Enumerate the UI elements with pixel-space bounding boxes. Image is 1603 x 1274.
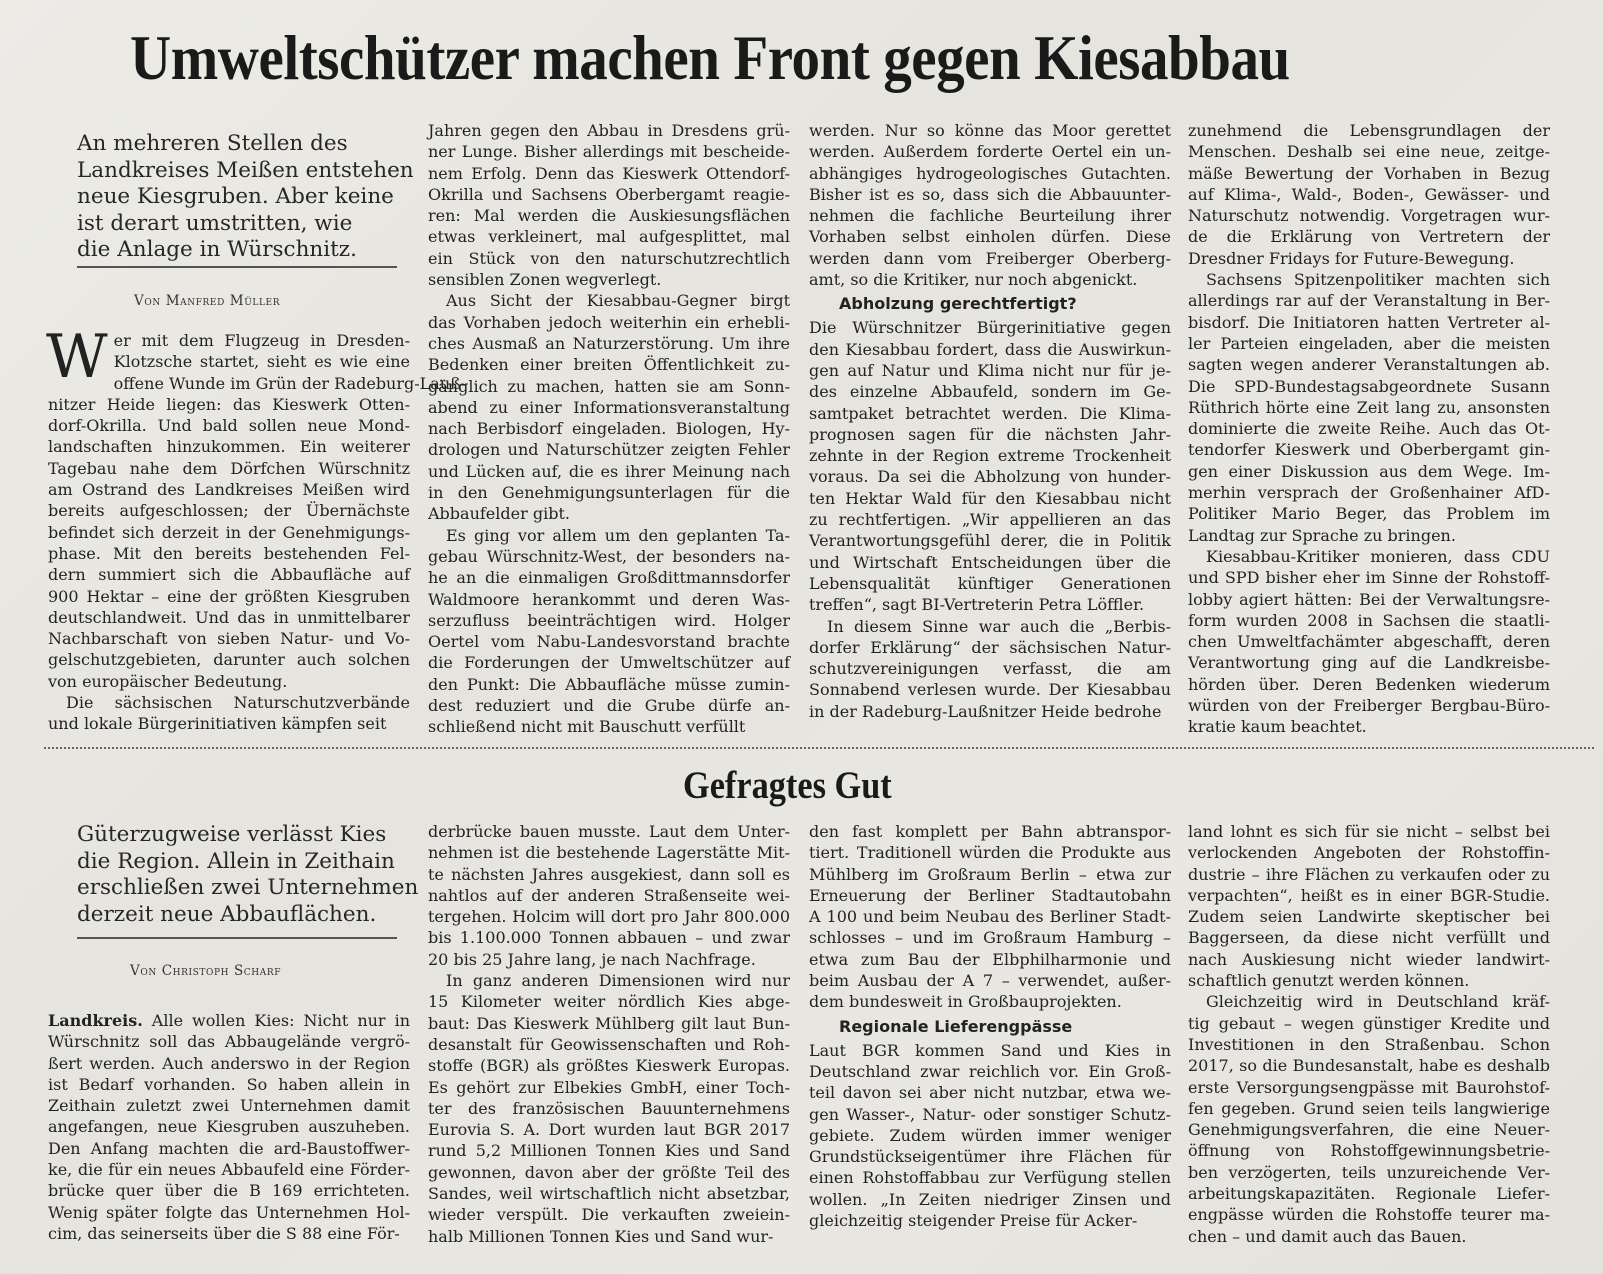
text-line: form wurden 2008 in Sachsen die staatli- xyxy=(1188,610,1550,630)
text-line: Sachsens Spitzenpolitiker machten sich xyxy=(1206,270,1550,290)
text-line: hörden über. Deren Bedenken wiederum xyxy=(1188,674,1550,694)
text-line: Güterzugweise verlässt Kies xyxy=(77,822,387,847)
text-line: treffen“, sagt BI-Vertreterin Petra Löffler. xyxy=(809,595,1145,615)
text-line: Eurovia S. A. Dort wurden laut BGR 2017 xyxy=(428,1120,790,1140)
text-line: Jahren gegen den Abbau in Dresdens grü- xyxy=(428,121,790,140)
text-line: Verantwortungsgefühl derer, die in Politik xyxy=(809,531,1171,551)
text-line: Sandes, weil wirtschaftlich nicht absetzbar, xyxy=(428,1184,790,1204)
text-line: offene Wunde im Grün der Radeburg-Lauß- xyxy=(113,373,467,393)
article1-lead xyxy=(77,131,414,264)
text-line: neue Kiesgruben. Aber keine xyxy=(77,184,394,209)
text-line: cim, das seinerseits über die S 88 eine För- xyxy=(48,1223,400,1243)
text-line: Verantwortung ging auf die Landkreisbe- xyxy=(1188,653,1550,673)
text-line: mäße Bewertung der Vorhaben in Bezug xyxy=(1188,163,1550,183)
article1-column-4 xyxy=(1188,120,1550,738)
text-line: Es gehört zur Elbekies GmbH, einer Toch- xyxy=(428,1077,790,1097)
text-line: schutzvereinigungen verfasst, die am xyxy=(809,659,1171,679)
text-line: dustrie – ihre Flächen zu verkaufen oder zu xyxy=(1188,864,1550,884)
article1-column-1 xyxy=(46,322,467,735)
text-line: dorfer Erklärung“ der sächsischen Natur- xyxy=(809,637,1171,657)
text-line: den Punkt: Die Abbaufläche müsse zumin- xyxy=(428,674,790,694)
text-line: gen Wasser-, Natur- oder sonstiger Schutz- xyxy=(809,1104,1171,1124)
text-line: gebiete. Zudem würden immer weniger xyxy=(809,1125,1171,1145)
article1-lead-rule xyxy=(77,266,397,268)
text-line: Die sächsischen Naturschutzverbände xyxy=(66,693,410,713)
text-line: 20 bis 25 Jahre lang, je nach Nachfrage. xyxy=(428,949,756,969)
text-line: deutschlandweit. Und das in unmittelbarer xyxy=(48,607,410,627)
article-separator xyxy=(44,747,1594,749)
article1-subhead: Abholzung gerechtfertigt? xyxy=(839,294,1077,314)
article1-column-3 xyxy=(809,120,1171,722)
text-line: ist Bedarf vorhanden. So haben allein in xyxy=(48,1074,410,1094)
text-line: Naturschutz notwendig. Vorgetragen wur- xyxy=(1188,206,1550,226)
text-line: ches Ausmaß an Naturzerstörung. Um ihre xyxy=(428,333,790,353)
text-line: Lebensqualität künftiger Generationen xyxy=(809,573,1171,593)
article2-byline: Von Christoph Scharf xyxy=(130,963,282,979)
text-line: An mehreren Stellen des xyxy=(77,131,348,156)
text-line: Sonnabend verlesen wurde. Der Kiesabbau xyxy=(809,680,1171,700)
text-line: nehmen ist die bestehende Lagerstätte Mit- xyxy=(428,843,790,863)
text-line: werden dann vom Freiberger Oberberg- xyxy=(809,248,1171,268)
text-line: zu rechtfertigen. „Wir appellieren an das xyxy=(809,510,1171,530)
text-line: engpässe würden die Rohstoffe teurer ma- xyxy=(1188,1205,1550,1225)
text-line: zehnte in der Region extreme Trockenheit xyxy=(809,446,1171,466)
text-line: prognosen sagen für die nächsten Jahr- xyxy=(809,424,1171,444)
text-line: lobby agiert hätten: Bei der Verwaltungsre- xyxy=(1188,589,1550,609)
text-line: ner Lunge. Bisher allerdings mit bescheide- xyxy=(428,142,790,162)
text-line: sagten wegen anderer Veranstaltungen ab. xyxy=(1188,355,1550,375)
text-line: schlosses – und im Großraum Hamburg – xyxy=(809,928,1171,948)
text-line: in den Genehmigungsunterlagen für die xyxy=(428,483,790,503)
text-line: tiert. Traditionell würden die Produkte aus xyxy=(809,843,1171,863)
text-line: befindet sich derzeit in der Genehmigungs- xyxy=(48,522,410,542)
text-line: ist derart umstritten, wie xyxy=(77,210,353,236)
article2-subhead: Regionale Lieferengpässe xyxy=(839,1016,1073,1036)
text-line: schaftlich genutzt werden können. xyxy=(1188,971,1470,991)
text-line: etwa zum Bau der Elbphilharmonie und xyxy=(809,949,1171,969)
article1-byline: Von Manfred Müller xyxy=(134,293,281,309)
article2-column-3 xyxy=(809,821,1171,1231)
text-line: ter des französischen Bauunternehmens xyxy=(428,1098,790,1118)
text-line: Würschnitz soll das Abbaugelände vergrö- xyxy=(48,1032,410,1052)
text-line: beim Ausbau der A 7 – verwendet, außer- xyxy=(809,971,1171,991)
text-line: nem Erfolg. Denn das Kieswerk Ottendorf- xyxy=(428,163,790,183)
text-line: den fast komplett per Bahn abtranspor- xyxy=(809,822,1171,841)
text-line: gebau Würschnitz-West, der besonders na- xyxy=(428,546,790,566)
text-line: die Forderungen der Umweltschützer auf xyxy=(428,653,790,673)
text-line: fen gegeben. Grund seien teils langwierige xyxy=(1188,1098,1550,1118)
article2-lead xyxy=(77,822,419,928)
text-line: erschließen zwei Unternehmen xyxy=(77,875,419,900)
text-line: Tagebau nahe dem Dörfchen Würschnitz xyxy=(48,458,410,478)
text-line: Abbaufelder gibt. xyxy=(428,504,570,524)
text-line: tergehen. Holcim will dort pro Jahr 800.000 xyxy=(428,907,790,927)
text-line: Genehmigungsverfahren, die eine Neuer- xyxy=(1188,1120,1550,1140)
article1-headline: Umweltschützer machen Front gegen Kiesabbau xyxy=(130,23,1290,93)
text-line: erste Versorgungsengpässe mit Baurohstof- xyxy=(1188,1077,1550,1097)
text-line: Landtag zur Sprache zu bringen. xyxy=(1188,525,1456,545)
text-line: Zudem seien Landwirte skeptischer bei xyxy=(1188,907,1550,927)
text-line: Nachbarschaft von sieben Natur- und Vo- xyxy=(48,629,410,649)
text-line: werden. Außerdem forderte Oertel ein un- xyxy=(809,142,1171,162)
text-line: am Ostrand des Landkreises Meißen wird xyxy=(48,480,410,500)
text-line: angefangen, neue Kiesgruben auszuheben. xyxy=(48,1117,410,1137)
text-line: Kiesabbau-Kritiker monieren, dass CDU xyxy=(1206,546,1550,566)
text-line: Den Anfang machten die ard-Baustoffwer- xyxy=(48,1138,410,1158)
text-line: Deutschland zwar reichlich vor. Ein Groß- xyxy=(809,1061,1171,1081)
text-line: ein Stück von den naturschutzrechtlich xyxy=(428,248,790,268)
text-line: derbrücke bauen musste. Laut dem Unter- xyxy=(428,822,790,841)
text-line: teil davon sei aber nicht nutzbar, etwa we- xyxy=(809,1083,1171,1103)
text-line: phase. Mit den bereits bestehenden Fel- xyxy=(48,543,410,563)
text-line: Grundstückseigentümer ihre Flächen für xyxy=(809,1147,1171,1167)
text-line: In ganz anderen Dimensionen wird nur xyxy=(446,971,790,991)
text-line: A 100 und beim Neubau des Berliner Stadt- xyxy=(809,907,1171,927)
article2-first-line: Alle wollen Kies: Nicht nur in xyxy=(142,1011,410,1030)
text-line: Es ging vor allem um den geplanten Ta- xyxy=(446,525,790,545)
text-line: samtpaket betrachtet werden. Die Klima- xyxy=(809,403,1171,423)
text-line: Bisher ist es so, dass sich die Abbauunter- xyxy=(809,184,1171,204)
text-line: und Wirtschaft Entscheidungen über die xyxy=(809,552,1171,572)
text-line: von europäischer Bedeutung. xyxy=(48,671,288,691)
text-line: Mühlberg im Großraum Berlin – etwa zur xyxy=(809,864,1171,884)
text-line: Laut BGR kommen Sand und Kies in xyxy=(809,1040,1171,1060)
text-line: Rüthrich hörte eine Zeit lang zu, ansonsten xyxy=(1188,397,1550,417)
text-line: serzufluss beeinträchtigen wird. Holger xyxy=(428,610,790,630)
text-line: dominierte die zweite Reihe. Auch das Ot- xyxy=(1188,419,1550,439)
text-line: te nächsten Jahres ausgekiest, dann soll es xyxy=(428,864,790,884)
text-line: land lohnt es sich für sie nicht – selbst bei xyxy=(1188,822,1550,841)
text-line: gelschutzgebieten, darunter auch solchen xyxy=(48,650,410,670)
text-line: tig gebaut – wegen günstiger Kredite und xyxy=(1188,1013,1550,1033)
article1-column-2 xyxy=(428,120,790,738)
text-line: Zeithain zuletzt zwei Unternehmen damit xyxy=(48,1096,410,1116)
text-line: abhängiges hydrogeologisches Gutachten. xyxy=(809,163,1171,183)
text-line: nehmen die fachliche Beurteilung ihrer xyxy=(809,206,1171,226)
text-line: ler Parteien eingeladen, aber die meisten xyxy=(1188,333,1550,353)
text-line: Okrilla und Sachsens Oberbergamt reagie- xyxy=(428,184,790,204)
text-line: gleichzeitig steigender Preise für Acker- xyxy=(809,1211,1138,1231)
text-line: abend zu einer Informationsveranstaltung xyxy=(428,397,790,417)
text-line: Die Würschnitzer Bürgerinitiative gegen xyxy=(809,318,1171,338)
text-line: arbeitungskapazitäten. Regionale Liefer- xyxy=(1188,1184,1550,1204)
text-line: Klotzsche startet, sieht es wie eine xyxy=(113,352,410,372)
text-line: werden. Nur so könne das Moor gerettet xyxy=(809,121,1171,140)
text-line: das Vorhaben jedoch weiterhin ein erhebli- xyxy=(428,312,790,332)
article2-column-4 xyxy=(1188,821,1550,1247)
text-line: und SPD bisher eher im Sinne der Rohstoff- xyxy=(1188,568,1550,588)
text-line: baut: Das Kieswerk Mühlberg gilt laut Bun- xyxy=(428,1013,790,1033)
text-line: Landkreises Meißen entstehen xyxy=(77,157,414,183)
text-line: Menschen. Deshalb sei eine neue, zeitge- xyxy=(1188,142,1550,162)
text-line: verlockenden Angeboten der Rohstoffin- xyxy=(1188,843,1550,863)
text-line: Oertel vom Nabu-Landesvorstand brachte xyxy=(428,632,790,652)
text-line: und lokale Bürgerinitiativen kämpfen seit xyxy=(48,714,387,734)
text-line: sensiblen Zonen wegverlegt. xyxy=(428,270,662,290)
text-line: wieder verspült. Die verkauften zweiein- xyxy=(428,1205,790,1225)
text-line: ten Hektar Wald für den Kiesabbau nicht xyxy=(809,488,1171,508)
text-line: Bedenken einer breiten Öffentlichkeit zu- xyxy=(428,355,790,375)
text-line: voraus. Da sei die Abholzung von hunder- xyxy=(809,467,1171,487)
text-line: etwas verkleinert, mal aufgesplittet, mal xyxy=(428,227,790,247)
text-line: bisdorf. Die Initiatoren hatten Vertreter al- xyxy=(1188,312,1550,332)
text-line: dest reduziert und die Grube dürfe an- xyxy=(428,696,790,716)
text-line: chen Umweltfachämter abgeschafft, deren xyxy=(1188,632,1550,652)
text-line: Aus Sicht der Kiesabbau-Gegner birgt xyxy=(446,291,790,311)
text-line: des einzelne Abbaufeld, sondern im Ge- xyxy=(809,382,1171,402)
text-line: dorf-Okrilla. Und bald sollen neue Mond- xyxy=(48,416,410,436)
text-line: ren: Mal werden die Auskiesungsflächen xyxy=(428,206,790,226)
text-line: zunehmend die Lebensgrundlagen der xyxy=(1188,121,1550,140)
text-line: In diesem Sinne war auch die „Berbis- xyxy=(827,616,1171,636)
text-line: Wenig später folgte das Unternehmen Hol- xyxy=(48,1202,410,1222)
text-line: dern summiert sich die Abbaufläche auf xyxy=(48,565,410,585)
text-line: rund 5,2 Millionen Tonnen Kies und Sand xyxy=(428,1141,790,1161)
text-line: die Region. Allein in Zeithain xyxy=(77,848,395,874)
text-line: he an die einmaligen Großdittmannsdorfer xyxy=(428,568,790,588)
text-line: 2017, so die Bundesanstalt, habe es deshalb xyxy=(1188,1056,1550,1076)
text-line: Die SPD-Bundestagsabgeordnete Susann xyxy=(1188,376,1550,396)
text-line: dem bundesweit in Großbauprojekten. xyxy=(809,992,1122,1012)
text-line: bereits aufgeschlossen; der Übernächste xyxy=(48,501,410,521)
text-line: auf Klima-, Wald-, Boden-, Gewässer- und xyxy=(1188,184,1550,204)
text-line: stoffe (BGR) als größtes Kieswerk Europas. xyxy=(428,1056,790,1076)
text-line: gen auf Natur und Klima nicht nur für je- xyxy=(809,360,1171,380)
text-line: wollen. „In Zeiten niedriger Zinsen und xyxy=(809,1189,1171,1209)
text-line: Politiker Mario Beger, das Problem im xyxy=(1188,504,1550,524)
text-line: chen – und damit auch das Bauen. xyxy=(1188,1226,1467,1246)
text-line: allerdings rar auf der Veranstaltung in Ber- xyxy=(1188,291,1550,311)
text-line: ben verzögerten, teils unzureichende Ver- xyxy=(1188,1162,1550,1182)
text-line: Waldmoore herankommt und deren Was- xyxy=(428,589,790,609)
article2-column-2 xyxy=(428,821,790,1247)
text-line: tendorfer Kieswerk und Oberbergamt gin- xyxy=(1188,440,1550,460)
text-line: Gleichzeitig wird in Deutschland kräf- xyxy=(1206,992,1550,1012)
text-line: derzeit neue Abbauflächen. xyxy=(77,901,377,927)
text-line: er mit dem Flugzeug in Dresden- xyxy=(113,331,410,350)
text-line: nach Berbisdorf eingeladen. Biologen, Hy- xyxy=(428,419,790,439)
text-line: nitzer Heide liegen: das Kieswerk Otten- xyxy=(48,394,410,414)
text-line: nach Auskiesung nicht wieder landwirt- xyxy=(1188,949,1550,969)
article2-column-1 xyxy=(48,1010,410,1244)
text-line: Baggerseen, da diese nicht verfüllt und xyxy=(1188,928,1550,948)
text-line: kratie kaum beachtet. xyxy=(1188,717,1367,737)
text-line: drologen und Naturschützer zeigten Fehler xyxy=(428,440,790,460)
text-line: desanstalt für Geowissenschaften und Roh- xyxy=(428,1034,790,1054)
article2-lead-rule xyxy=(77,937,397,939)
text-line: halb Millionen Tonnen Kies und Sand wur- xyxy=(428,1226,774,1246)
text-line: verpachten“, heißt es in einer BGR-Studie. xyxy=(1188,885,1550,905)
text-line: brücke quer über die B 169 errichteten. xyxy=(48,1181,410,1201)
text-line: de die Erklärung von Vertretern der xyxy=(1188,227,1550,247)
text-line: einen Rohstoffabbau zur Verfügung stellen xyxy=(809,1168,1171,1188)
text-line: 900 Hektar – eine der größten Kiesgruben xyxy=(48,586,410,606)
text-line: gänglich zu machen, hatten sie am Sonn- xyxy=(428,376,790,396)
text-line: gen einer Diskussion aus dem Wege. Im- xyxy=(1188,461,1550,481)
text-line: Investitionen in den Straßenbau. Schon xyxy=(1188,1034,1550,1054)
text-line: amt, so die Kritiker, nur noch abgenickt. xyxy=(809,270,1138,290)
text-line: in der Radeburg-Laußnitzer Heide bedrohe xyxy=(809,701,1162,721)
article2-headline: Gefragtes Gut xyxy=(683,764,892,807)
text-line: öffnung von Rohstoffgewinnungsbetrie- xyxy=(1188,1141,1550,1161)
text-line: bis 1.100.000 Tonnen abbauen – und zwar xyxy=(428,928,790,948)
text-line: ke, die für ein neues Abbaufeld eine Förder- xyxy=(48,1160,410,1180)
text-line: Dresdner Fridays for Future-Bewegung. xyxy=(1188,248,1515,268)
text-line: Vorhaben selbst einholen dürfen. Diese xyxy=(809,227,1171,247)
text-line: die Anlage in Würschnitz. xyxy=(77,237,357,262)
text-line: und Lücken auf, die es ihrer Meinung nach xyxy=(428,461,790,481)
text-line: nahtlos auf der anderen Straßenseite wei- xyxy=(428,885,790,905)
text-line: schließend nicht mit Bauschutt verfüllt xyxy=(428,717,746,737)
text-line: den Kiesabbau fordert, dass die Auswirkun- xyxy=(809,339,1171,359)
text-line: landschaften hinzukommen. Ein weiterer xyxy=(48,437,410,457)
text-line: ßert werden. Auch anderswo in der Region xyxy=(48,1053,410,1073)
text-line: würden von der Freiberger Bergbau-Büro- xyxy=(1188,696,1550,716)
article2-kicker: Landkreis. xyxy=(48,1011,143,1030)
text-line: 15 Kilometer weiter nördlich Kies abge- xyxy=(428,992,790,1012)
text-line: merhin versprach der Großenhainer AfD- xyxy=(1188,483,1550,503)
text-line: Erneuerung der Berliner Stadtautobahn xyxy=(809,885,1171,905)
text-line: gewonnen, davon aber der größte Teil des xyxy=(428,1162,790,1182)
article1-dropcap: W xyxy=(46,322,108,392)
